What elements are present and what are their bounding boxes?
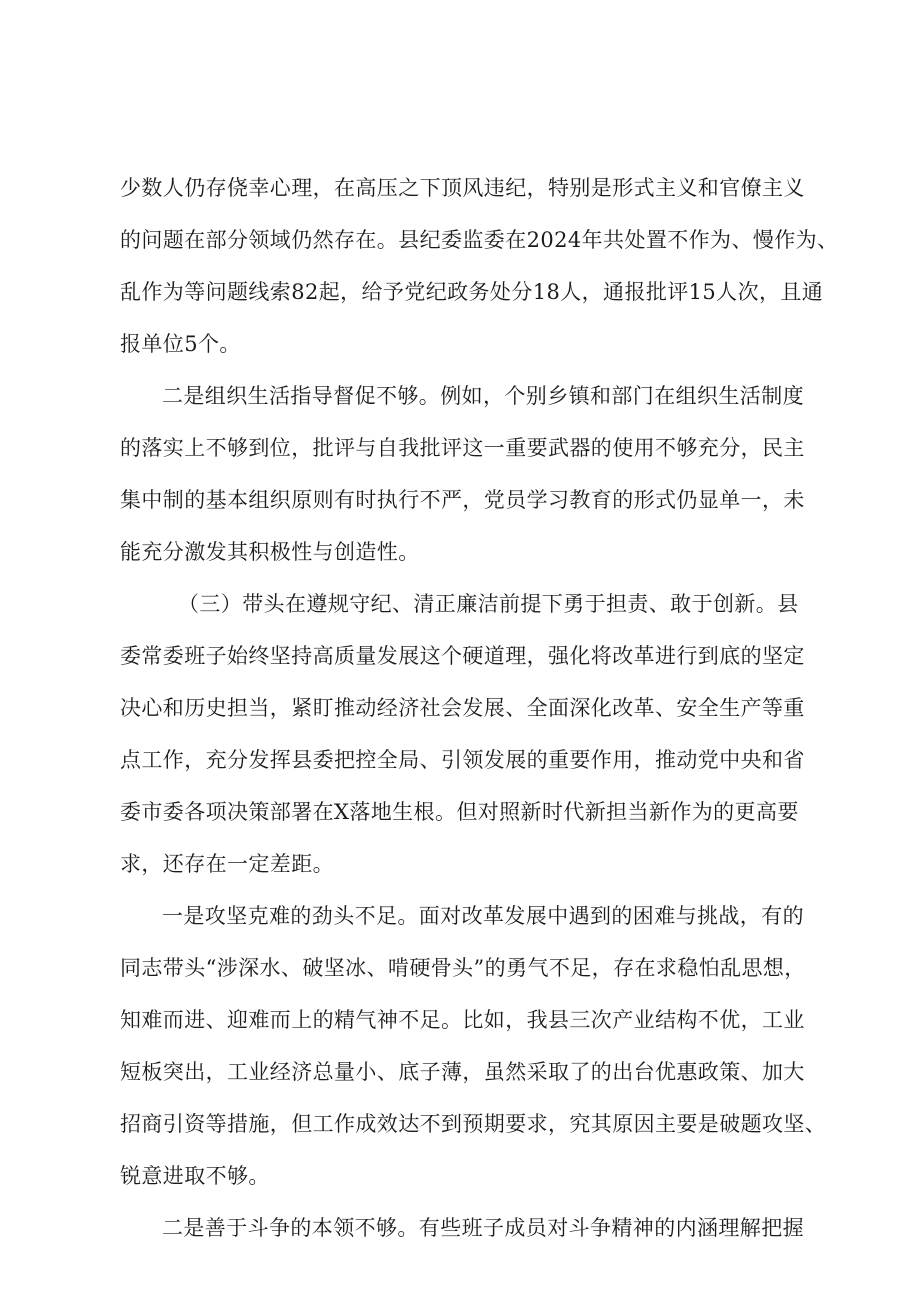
text-line: 求，还存在一定差距。 — [120, 852, 334, 876]
paragraph-1 — [120, 162, 839, 370]
text-line: 委常委班子始终坚持高质量发展这个硬道理，强化将改革进行到底的坚定 — [120, 644, 805, 668]
text-line: 集中制的基本组织原则有时执行不严，党员学习教育的形式仍显单一，未 — [120, 488, 805, 512]
paragraph-4 — [120, 890, 827, 1202]
text-line: 招商引资等措施，但工作成效达不到预期要求，究其原因主要是破题攻坚、 — [120, 1112, 827, 1136]
text-line: 锐意进取不够。 — [120, 1164, 270, 1188]
text-line: 的落实上不够到位，批评与自我批评这一重要武器的使用不够充分，民主 — [120, 436, 805, 460]
text-line: 决心和历史担当，紧盯推动经济社会发展、全面深化改革、安全生产等重 — [120, 696, 805, 720]
text-line: 二是组织生活指导督促不够。例如，个别乡镇和部门在组织生活制度 — [162, 384, 804, 408]
section-heading-line: （三）带头在遵规守纪、清正廉洁前提下勇于担责、敢于创新。县 — [178, 592, 799, 616]
text-line: 报单位5个。 — [120, 332, 241, 356]
document-body — [120, 162, 839, 1254]
text-line: 一是攻坚克难的劲头不足。面对改革发展中遇到的困难与挑战，有的 — [162, 904, 804, 928]
text-line: 同志带头“涉深水、破坚冰、啃硬骨头”的勇气不足，存在求稳怕乱思想， — [120, 956, 806, 980]
text-line: 点工作，充分发挥县委把控全局、引领发展的重要作用，推动党中央和省 — [120, 748, 805, 772]
paragraph-2 — [120, 370, 810, 578]
text-line: 乱作为等问题线索82起，给予党纪政务处分18人，通报批评15人次，且通 — [120, 280, 824, 304]
text-line: 委市委各项决策部署在X落地生根。但对照新时代新担当新作为的更高要 — [120, 800, 799, 824]
text-line: 的问题在部分领域仍然存在。县纪委监委在2024年共处置不作为、慢作为、 — [120, 228, 839, 252]
paragraph-3 — [120, 578, 810, 890]
text-line: 能充分激发其积极性与创造性。 — [120, 540, 420, 564]
text-line: 短板突出，工业经济总量小、底子薄，虽然采取了的出台优惠政策、加大 — [120, 1060, 805, 1084]
paragraph-5 — [120, 1202, 810, 1254]
text-line: 少数人仍存侥幸心理，在高压之下顶风违纪，特别是形式主义和官僚主义 — [120, 176, 805, 200]
text-line: 二是善于斗争的本领不够。有些班子成员对斗争精神的内涵理解把握 — [162, 1216, 804, 1240]
text-line: 知难而进、迎难而上的精气神不足。比如，我县三次产业结构不优，工业 — [120, 1008, 805, 1032]
